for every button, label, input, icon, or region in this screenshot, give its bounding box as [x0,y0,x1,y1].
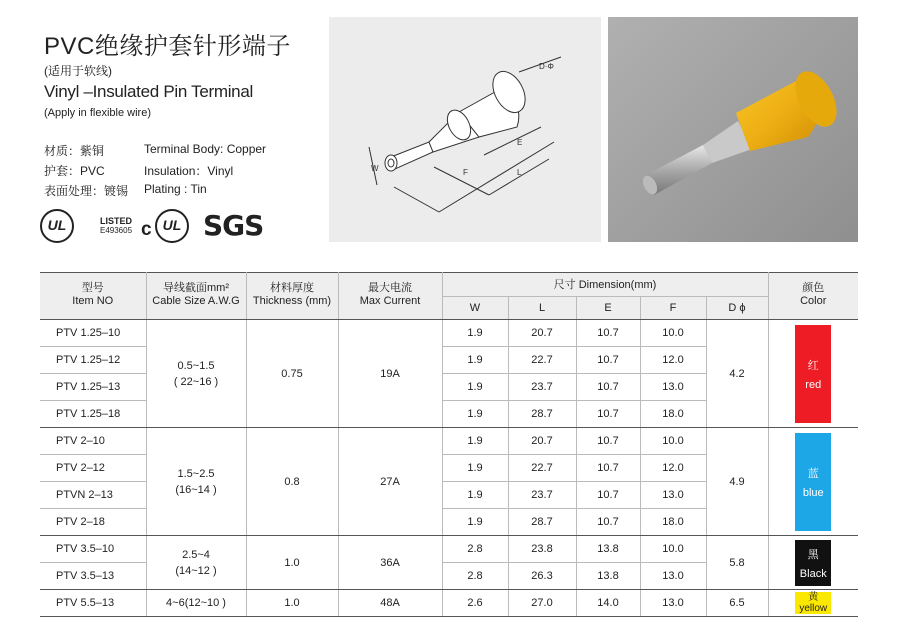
dim-e: 10.7 [576,482,640,509]
listed-number: E493605 [100,226,133,235]
spec-table [40,272,858,617]
dim-f: 12.0 [640,347,706,374]
dim-e: 10.7 [576,374,640,401]
drawing-label-e: E [517,138,523,147]
dim-f: 18.0 [640,509,706,536]
item-model: PTV 1.25–12 [40,347,146,374]
certification-logos [40,205,270,247]
dim-w: 2.6 [442,590,508,617]
dim-f: 13.0 [640,590,706,617]
table-row [40,536,858,563]
dim-f: 18.0 [640,401,706,428]
dim-l: 28.7 [508,509,576,536]
cable-size [146,428,246,536]
drawing-label-w: W [371,164,379,173]
header-color-en: Color [800,295,827,307]
item-model: PTV 3.5–13 [40,563,146,590]
dim-w: 1.9 [442,509,508,536]
spec-insulation [44,162,304,178]
cable-size-mm2: 1.5~2.5 [177,467,215,480]
thickness: 0.75 [246,320,338,428]
color-name-en: blue [802,486,824,499]
color-name-cn: 蓝 [807,467,819,480]
dim-l: 27.0 [508,590,576,617]
dim-f: 10.0 [640,536,706,563]
color-name-cn: 黄 [808,591,819,603]
color-name-cn: 红 [807,359,819,372]
spec-plating-key: 表面处理：镀锡 [44,184,129,198]
cable-size-mm2: 2.5~4 [182,548,210,561]
technical-drawing [329,17,601,242]
listed-text: LISTED [100,216,133,226]
dim-f: 12.0 [640,455,706,482]
dim-w: 1.9 [442,320,508,347]
dim-w: 1.9 [442,401,508,428]
item-model: PTV 1.25–18 [40,401,146,428]
max-current: 36A [338,536,442,590]
item-model: PTV 1.25–10 [40,320,146,347]
dim-dphi: 4.9 [706,428,768,536]
dim-l: 20.7 [508,320,576,347]
color-swatch [795,540,831,586]
cul-c-letter: c [141,219,152,240]
header-thickness-cn: 材料厚度 [270,282,314,294]
max-current: 19A [338,320,442,428]
color-name-cn: 黑 [807,548,819,561]
cable-size [146,536,246,590]
color-name-en: yellow [799,602,828,614]
color-cell [768,590,858,617]
color-swatch [795,325,831,423]
table-header-row-1 [40,273,858,297]
dim-e: 14.0 [576,590,640,617]
cable-size-awg: (16~14 ) [175,483,217,496]
dim-l: 23.7 [508,374,576,401]
header-dim-l: L [508,296,576,320]
color-swatch [795,592,831,614]
spec-material-value: Terminal Body: Copper [144,142,267,156]
header-dim-dphi: D ϕ [706,296,768,320]
header-dim-e: E [576,296,640,320]
dim-w: 1.9 [442,455,508,482]
dim-e: 10.7 [576,320,640,347]
dim-l: 22.7 [508,455,576,482]
header-color [768,273,858,320]
cable-size-awg: (14~12 ) [175,564,217,577]
drawing-label-f: F [463,168,468,177]
header-thickness-en: Thickness (mm) [252,295,332,307]
page-title-en: Vinyl –Insulated Pin Terminal [44,82,253,101]
color-cell [768,536,858,590]
dim-e: 10.7 [576,401,640,428]
dim-f: 13.0 [640,563,706,590]
subtitle-cn: (适用于软线) [44,64,112,78]
dim-l: 28.7 [508,401,576,428]
item-model: PTV 2–18 [40,509,146,536]
cable-size [146,590,246,617]
cable-size-mm2: 0.5~1.5 [177,359,215,372]
header-model [40,273,146,320]
table-row [40,320,858,347]
dim-dphi: 6.5 [706,590,768,617]
dim-l: 26.3 [508,563,576,590]
color-cell [768,428,858,536]
header-section-cn: 导线截面mm² [163,282,229,294]
drawing-label-l: L [517,168,522,177]
header-current-cn: 最大电流 [368,282,412,294]
spec-material-key: 材质：紫铜 [44,144,105,158]
listed-mark [100,217,132,235]
drawing-label-d: D·Φ [539,62,554,71]
color-name-en: red [805,378,822,391]
dim-e: 10.7 [576,455,640,482]
dim-f: 13.0 [640,374,706,401]
dim-l: 23.7 [508,482,576,509]
header-color-cn: 颜色 [802,282,825,294]
spec-plating-value: Plating : Tin [144,182,207,196]
product-photo [608,17,858,242]
dim-w: 2.8 [442,536,508,563]
thickness: 1.0 [246,536,338,590]
spec-insulation-key: 护套：PVC [44,164,105,178]
dim-e: 10.7 [576,428,640,455]
dim-w: 1.9 [442,374,508,401]
item-model: PTV 2–12 [40,455,146,482]
dim-w: 2.8 [442,563,508,590]
header-dim-w: W [442,296,508,320]
terminal-drawing-svg [329,17,601,242]
color-cell [768,320,858,428]
ul-logo: UL [40,209,74,243]
header-dim-f: F [640,296,706,320]
dim-l: 22.7 [508,347,576,374]
header-section [146,273,246,320]
dim-e: 13.8 [576,536,640,563]
cable-size-awg: ( 22~16 ) [173,375,219,388]
dim-l: 23.8 [508,536,576,563]
subtitle-en: (Apply in flexible wire) [44,107,151,119]
header-model-cn: 型号 [81,282,104,294]
dim-e: 10.7 [576,509,640,536]
cable-size [146,320,246,428]
spec-plating [44,182,304,198]
terminal-photo-svg [608,17,858,242]
dim-dphi: 4.2 [706,320,768,428]
spec-insulation-value: Insulation：Vinyl [144,164,234,178]
dim-l: 20.7 [508,428,576,455]
item-model: PTV 5.5–13 [40,590,146,617]
dim-w: 1.9 [442,428,508,455]
header-current [338,273,442,320]
dim-dphi: 5.8 [706,536,768,590]
header-thickness [246,273,338,320]
page-title-cn: PVC绝缘护套针形端子 [44,33,291,60]
item-model: PTV 2–10 [40,428,146,455]
dim-e: 10.7 [576,347,640,374]
thickness: 0.8 [246,428,338,536]
header-model-en: Item NO [72,295,114,307]
header-section-en: Cable Size A.W.G [152,295,240,307]
header-current-en: Max Current [359,295,421,307]
dim-w: 1.9 [442,482,508,509]
thickness: 1.0 [246,590,338,617]
item-model: PTVN 2–13 [40,482,146,509]
cable-size-mm2: 4~6(12~10 ) [166,597,226,609]
cul-logo: UL [155,209,189,243]
color-name-en: Black [799,567,827,580]
item-model: PTV 3.5–10 [40,536,146,563]
table-row [40,590,858,617]
header-dimension: 尺寸 Dimension(mm) [442,273,768,297]
max-current: 27A [338,428,442,536]
dim-f: 10.0 [640,428,706,455]
spec-material [44,142,304,158]
dim-f: 13.0 [640,482,706,509]
table-row [40,428,858,455]
color-swatch [795,433,831,531]
dim-w: 1.9 [442,347,508,374]
max-current: 48A [338,590,442,617]
sgs-logo: SGS [203,209,264,242]
item-model: PTV 1.25–13 [40,374,146,401]
dim-e: 13.8 [576,563,640,590]
dim-f: 10.0 [640,320,706,347]
